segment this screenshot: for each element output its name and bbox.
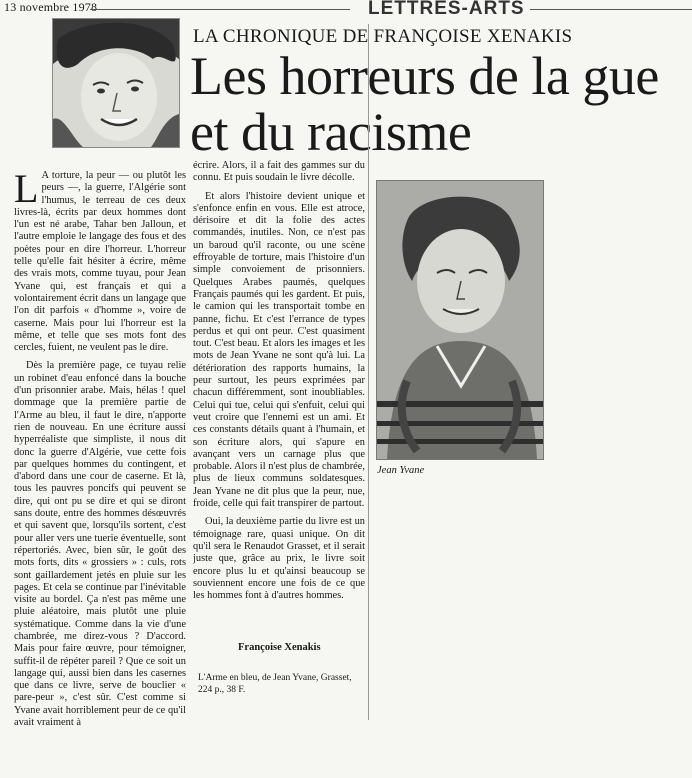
header-rule (90, 9, 350, 10)
author-portrait-photo (52, 18, 180, 148)
paragraph: Et alors l'histoire devient unique et s'enfonce enfin en vous. Elle est atroce, dérisoire et dit la folie des actes commandés, inutiles. Non, ce n'est pas un baroud qu'il raconte, ou une scène effroyable de torture, mais l'histoire d'un simple convoiement de prisonniers. Quelques Arabes paumés, quelques Français paumés qui les gardent. Et puis, le camion qui les transportait tombe en panne, fichu. Et c'est l'errance de types perdus et qui ont peur. C'est quasiment tout. C'est beau. Et alors les images et les mots de Jean Yvane ne sont qu'à lui. La détérioration des rapports humains, la peur surtout, les peurs exprimées par chacun différemment, sont inoubliables. Celui qui tue, celui qui s'enfuit, celui qui veut croire que l'ennemi est un ami. Et ces constants détails quant à l'humain, et son écriture alors, qui s'apure en avançant vers un carnage plus que probable. Alors il n'est plus de chambrée, plus de lieux communs soldatesques. Jean Yvane ne dit plus que la peur, nue, froide, celle qui fait transpirer de partout. (193, 190, 365, 510)
column-rule (368, 24, 369, 720)
article-column-1 (14, 170, 186, 776)
header-rule-right (530, 9, 692, 10)
article-title (190, 48, 659, 160)
paragraph: écrire. Alors, il a fait des gammes sur du connu. Et puis soudain le livre décolle. (193, 160, 365, 184)
section-title: LETTRES-ARTS (368, 0, 525, 19)
title-line-1: Les horreurs de la gue (190, 46, 659, 106)
article-column-2 (193, 160, 365, 720)
paragraph: Dès la première page, ce tuyau relie un robinet d'eau enfoncé dans la bouche d'un prisonnier arabe. Mais, hélas ! quel dommage que la première partie de l'Arme au bleu, il faut le dire, n'apporte rien de nouveau. En une écriture aussi hyperréaliste que simpliste, il nous dit donc la guerre d'Algérie, vue cette fois par quelques hommes du contingent, et d'abord dans une cour de caserne. Et là, tous les pauvres poncifs qui peuvent se dire, qui ont pu se dire et qui se diront sans doute, entre des hommes désœuvrés et qui savent que, lorsqu'ils sortent, c'est pour aller vers une tuerie éventuelle, sont répertoriés. Avec, bien sûr, le goût des mots forts, dits « grossiers » : culs, rots sont gaillardement jetés en pluie sur les pages. Et cela se continue par l'inévitable visite au bordel. Ça n'est pas même une pluie aléatoire, mais plutôt une pluie systématique. Comme dans la vie d'une chambrée, me direz-vous ? D'accord. Mais pour faire œuvre, pour témoigner, suffit-il de répéter pareil ? Que ce soit un langage qui, aussi bien dans les casernes que dans ce livre, serve de bouclier « pare-peur », c'est sûr. C'est comme si Yvane avait horriblement peur de ce qu'il avait vraiment à (14, 360, 186, 729)
jean-yvane-photo (376, 180, 544, 460)
paragraph-text: A torture, la peur — ou plutôt les peurs —, la guerre, l'Algérie sont l'humus, le terreau de ces deux livres-là, écrits par deux hommes dont l'un est né arabe, Tahar ben Jalloun, et l'autre emploie le langage des fous et des poètes pour en dire l'horreur. L'horreur telle qu'elle fait hésiter à écrire, même des vrais mots, comme tuyau, pour Jean Yvane qui, est français et qui a volontairement écrit dans un langage que l'on dit parfois « d'homme », voire de caserne. Mais pour lui l'horreur est la même, et telle que ses mots font des cercles, fuient, ne veulent pas le dire. (14, 170, 186, 354)
paragraph: Oui, la deuxième partie du livre est un témoignage rare, quasi unique. On dit qu'il sera le Renaudot Grasset, et il serait juste que, grâce au prix, le livre soit encore plus lu et qu'ainsi beaucoup se souviennent encore une fois de ce que les hommes font à d'autres hommes. (193, 516, 365, 602)
book-reference: L'Arme en bleu, de Jean Yvane, Grasset, 224 p., 38 F. (198, 673, 352, 695)
photo-caption: Jean Yvane (377, 465, 425, 476)
drop-cap: L (14, 170, 39, 211)
title-line-2: et du racisme (190, 102, 472, 162)
page-date: 13 novembre 1978 (4, 0, 98, 14)
paragraph (14, 170, 186, 354)
author-signature: Françoise Xenakis (238, 642, 321, 653)
chronicle-label: LA CHRONIQUE DE FRANÇOISE XENAKIS (193, 26, 573, 47)
